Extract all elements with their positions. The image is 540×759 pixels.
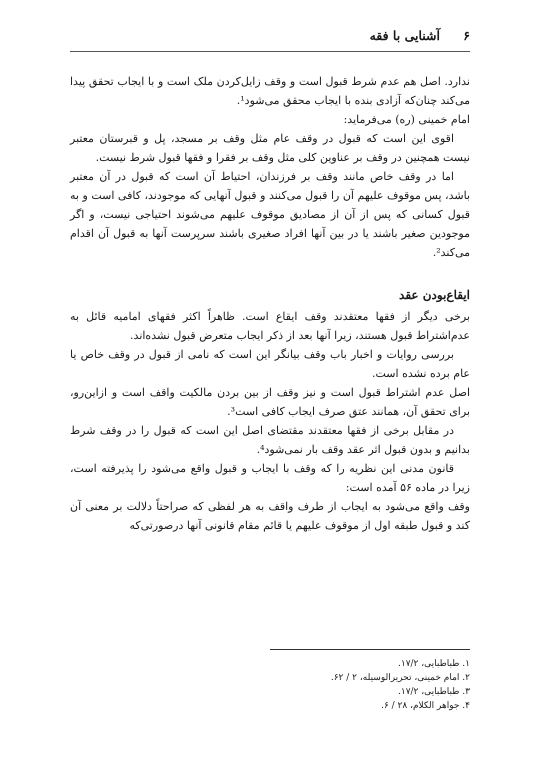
page-number: ۶ bbox=[463, 28, 470, 43]
page-body bbox=[70, 72, 470, 535]
paragraph-10: وقف واقع می‌شود به ایجاب از طرف واقف به هر لفظی که صراحتاً دلالت بر معنی آن کند و قبول طبقه اول از موقوف علیهم یا قائم مقام قانونی آنها درصورتی‌که bbox=[70, 500, 470, 532]
quote-paragraph-2: اما در وقف خاص مانند وقف بر فرزندان، احتیاط آن است که قبول در آن معتبر باشد، پس موقوف علیهم آن را قبول می‌کنند و قبول آنهایی که موجودند، کافی است و به قبول کسانی که پس از آن از مصادیق موقوف علیهم می‌شوند احتیاجی نیست، و اگر موجودین صغیر باشند یا در بین آنها افراد صغیری باشند سرپرست آنها به قبول آن اقدام می‌کند². bbox=[70, 170, 470, 259]
paragraph-2: امام خمینی (ره) می‌فرماید: bbox=[343, 113, 470, 126]
footnotes bbox=[170, 657, 470, 713]
paragraph-5: برخی دیگر از فقها معتقدند وقف ایقاع است. ظاهراً اکثر فقهای امامیه قائل به عدم‌اشتراط قبول هستند، زیرا آنها بعد از ذکر ایجاب متعرض قبول نشده‌اند. bbox=[70, 310, 470, 342]
book-title: آشنایی با فقه bbox=[369, 28, 440, 43]
paragraph-9: قانون مدنی این نظریه را که وقف با ایجاب و قبول واقع می‌شود را پذیرفته است، زیرا در ماده ۵۶ آمده است: bbox=[70, 462, 470, 494]
paragraph-6: بررسی روایات و اخبار باب وقف بیانگر این است که نامی از قبول در وقف خاص یا عام برده نشده است. bbox=[70, 348, 470, 380]
footnote-1: ۱. طباطبایی، ۱۷/۲. bbox=[397, 659, 470, 669]
section-heading: ایقاع‌بودن عقد bbox=[399, 288, 470, 302]
footnote-4: ۴. جواهر الکلام، ۲۸ / ۶. bbox=[381, 701, 470, 711]
paragraph-8: در مقابل برخی از فقها معتقدند مقتضای اصل این است که قبول را در وقف شرط بدانیم و بدون قبول اثر عقد وقف بار نمی‌شود⁴. bbox=[70, 424, 470, 456]
header-rule bbox=[70, 51, 470, 52]
paragraph-7: اصل عدم اشتراط قبول است و نیز وقف از بین بردن مالکیت واقف است و ازاین‌رو، برای تحقق آن، همانند عتق صرف ایجاب کافی است³. bbox=[70, 386, 470, 418]
footnote-3: ۳. طباطبایی، ۱۷/۲. bbox=[397, 687, 470, 697]
footnote-2: ۲. امام خمینی، تحریرالوسیله، ۲ / ۶۲. bbox=[330, 673, 470, 683]
footnote-rule bbox=[270, 649, 470, 650]
paragraph-1: ندارد. اصل هم عدم شرط قبول است و وقف زایل‌کردن ملک است و با ایجاب تحقق پیدا می‌کند چنان‌که آزادی بنده با ایجاب محقق می‌شود¹. bbox=[70, 75, 470, 107]
quote-paragraph-1: اقوی این است که قبول در وقف عام مثل وقف بر مسجد، پل و قبرستان معتبر نیست همچنین در وقف بر عناوین کلی مثل وقف بر فقرا و فقها قبول شرط نیست. bbox=[70, 132, 470, 164]
